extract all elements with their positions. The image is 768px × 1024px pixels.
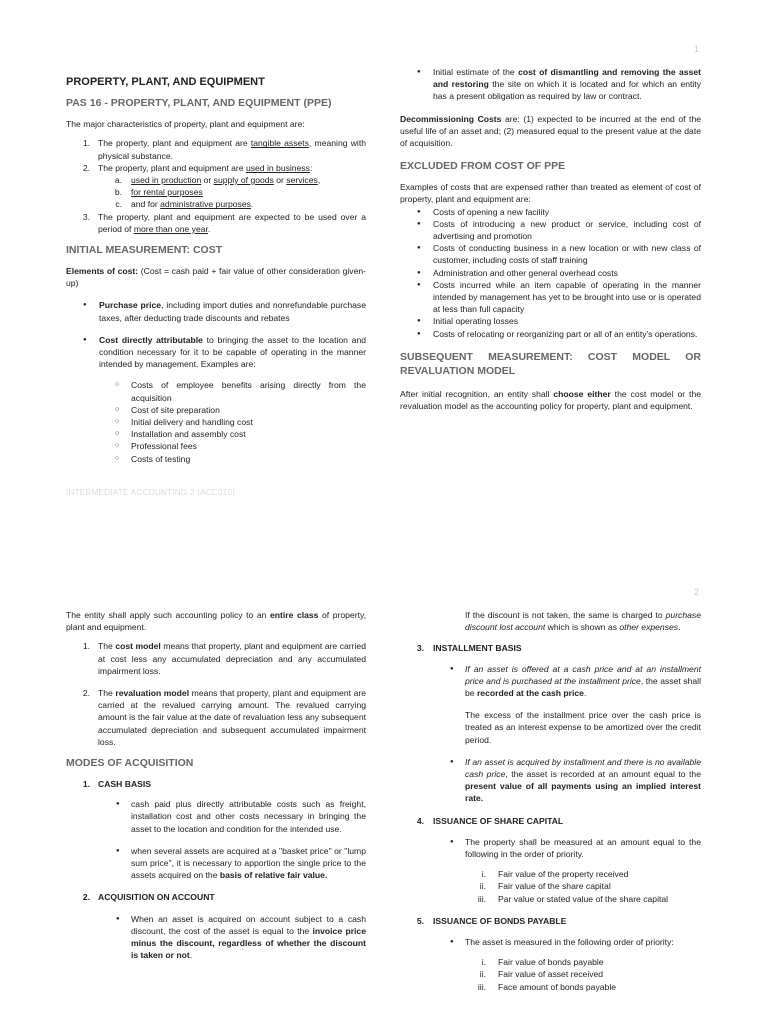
cost-model-item: 1. The cost model means that property, plant and equipment are carried at cost less any accumulated depreciation and any accumulated impairment loss. <box>82 641 366 676</box>
characteristic-1: 1. The property, plant and equipment are tangible assets, meaning with physical substance. <box>82 138 366 161</box>
page-number: 1 <box>694 44 700 54</box>
share-capital-heading: 4. ISSUANCE OF SHARE CAPITAL <box>416 815 564 826</box>
excluded-heading: EXCLUDED FROM COST OF PPE <box>400 160 566 173</box>
example-list-item: ○ Cost of site preparation <box>66 404 366 416</box>
bonds-payable-bullet: ● The asset is measured in the following order of priority: <box>400 936 701 948</box>
share-capital-priority-list <box>400 868 701 905</box>
revaluation-model-item: 2. The revaluation model means that property, plant and equipment are carried at the revalued carrying amount. The revalued carrying amount is the fair value at the date of revaluation less any subsequent accumulated depreciation and subsequent accumulated impairment loss. <box>82 688 366 747</box>
excluded-list-item: ● Costs of introducing a new product or service, including cost of advertising and promotion <box>400 218 701 242</box>
modes-of-acquisition-heading: MODES OF ACQUISITION <box>66 757 194 770</box>
initial-measurement-heading: INITIAL MEASUREMENT: COST <box>66 244 223 257</box>
page2-right-column <box>400 609 701 993</box>
decommissioning-costs: Decommissioning Costs are: (1) expected to be incurred at the end of the useful life of an asset and; (2) measured equal to the present value at the date of acquisition. <box>400 113 702 149</box>
entire-class-text: The entity shall apply such accounting policy to an entire class of property, plant and equipment. <box>66 610 367 633</box>
characteristic-2: 2. The property, plant and equipment are used in business: <box>82 162 313 173</box>
excluded-list-item: ● Costs of relocating or reorganizing part or all of an entity's operations. <box>400 328 701 340</box>
share-priority-item: iii. Par value or stated value of the share capital <box>477 893 669 904</box>
attributable-examples-list <box>66 379 366 464</box>
example-list-item: ○ Costs of testing <box>66 453 366 465</box>
page2-left-column <box>66 609 366 961</box>
bonds-payable-heading: 5. ISSUANCE OF BONDS PAYABLE <box>416 915 567 926</box>
page1-right-column <box>400 66 701 412</box>
subsequent-measurement-heading: SUBSEQUENT MEASUREMENT: COST MODEL OR REVALUATION MODEL <box>400 350 701 377</box>
excluded-costs-list <box>400 206 701 340</box>
example-list-item: ○ Professional fees <box>66 440 366 452</box>
share-priority-item: ii. Fair value of the share capital <box>479 881 611 892</box>
page-number: 2 <box>694 587 700 597</box>
share-capital-bullet: ● The property shall be measured at an amount equal to the following in the order of priority. <box>400 836 701 860</box>
characteristic-2b: b. for rental purposes <box>114 187 203 198</box>
page1-left-column <box>66 76 366 465</box>
subsequent-measurement-text: After initial recognition, an entity shall choose either the cost model or the revaluation model as the accounting policy for property, plant and equipment. <box>400 388 702 412</box>
acquisition-on-account-bullet: ● When an asset is acquired on account subject to a cash discount, the cost of the asset is equal to the invoice price minus the discount, regardless of whether the discount is taken or not. <box>66 913 366 962</box>
characteristic-2a: a. used in production or supply of goods or services, <box>114 175 321 186</box>
excluded-list-item: ● Initial operating losses <box>400 315 701 327</box>
installment-basis-heading: 3. INSTALLMENT BASIS <box>416 643 522 654</box>
cash-basis-bullet-1: ● cash paid plus directly attributable costs such as freight, installation cost and other costs necessary in bringing the asset to the location and condition for the intended use. <box>66 798 366 835</box>
bonds-priority-item: i. Fair value of bonds payable <box>481 957 604 968</box>
installment-bullet-2: ● If an asset is acquired by installment and there is no available cash price, the asset is recorded at an amount equal to the present value of all payments using an implied interest rate. <box>400 756 701 805</box>
excluded-list-item: ● Costs of conducting business in a new location or with new class of customer, including costs of staff training <box>400 242 701 266</box>
purchase-price-item: ● Purchase price, including import duties and nonrefundable purchase taxes, after deducting trade discounts and rebates <box>66 299 366 323</box>
bonds-priority-item: ii. Fair value of asset received <box>479 969 604 980</box>
characteristics-list <box>66 137 366 235</box>
example-list-item: ○ Costs of employee benefits arising directly from the acquisition <box>66 379 366 403</box>
cash-basis-heading: 1. CASH BASIS <box>82 779 152 790</box>
excluded-list-item: ● Costs incurred while an item capable of operating in the manner intended by management has yet to be brought into use or is operated at less than full capacity <box>400 279 701 316</box>
cash-basis-bullet-2: ● when several assets are acquired at a "basket price" or "lump sum price", it is necessary to apportion the single price to the assets acquired on the basis of relative fair value. <box>66 845 366 882</box>
installment-excess-text: The excess of the installment price over the cash price is treated as an interest expense to be amortized over the credit period. <box>465 710 701 745</box>
directly-attributable-item: ● Cost directly attributable to bringing the asset to the location and condition necessary for it to be capable of operating in the manner intended by management. Examples are: <box>66 334 366 371</box>
bonds-payable-priority-list <box>400 956 701 993</box>
characteristics-intro: The major characteristics of property, plant and equipment are: <box>66 119 305 130</box>
bonds-priority-item: iii. Face amount of bonds payable <box>477 981 617 992</box>
acquisition-on-account-heading: 2. ACQUISITION ON ACCOUNT <box>82 892 215 903</box>
share-priority-item: i. Fair value of the property received <box>481 869 629 880</box>
discount-not-taken-text: If the discount is not taken, the same is charged to purchase discount lost account which is shown as other expenses. <box>465 610 701 633</box>
characteristic-2c: c. and for administrative purposes. <box>115 199 254 210</box>
example-list-item: ○ Initial delivery and handling cost <box>66 416 366 428</box>
page-footer: INTERMEDIATE ACCOUNTING 2 (ACC010) <box>66 488 236 497</box>
elements-of-cost: Elements of cost: (Cost = cash paid + fair value of other consideration given-up) <box>66 266 366 289</box>
characteristic-3: 3. The property, plant and equipment are expected to be used over a period of more than one year. <box>82 211 366 234</box>
excluded-intro: Examples of costs that are expensed rather than treated as element of cost of property, plant and equipment are: <box>400 182 701 205</box>
excluded-list-item: ● Costs of opening a new facility <box>400 206 701 218</box>
document-title: PROPERTY, PLANT, AND EQUIPMENT <box>66 76 265 88</box>
example-list-item: ○ Installation and assembly cost <box>66 428 366 440</box>
excluded-list-item: ● Administration and other general overhead costs <box>400 267 701 279</box>
installment-bullet-1: ● If an asset is offered at a cash price and at an installment price and is purchased at the installment price, the asset shall be recorded at the cash price. <box>400 663 701 700</box>
pas16-heading: PAS 16 - PROPERTY, PLANT, AND EQUIPMENT (PPE) <box>66 97 332 110</box>
dismantling-cost-item: ● Initial estimate of the cost of dismantling and removing the asset and restoring the site on which it is located and for which an entity has a present obligation as required by law or contract. <box>400 66 701 103</box>
